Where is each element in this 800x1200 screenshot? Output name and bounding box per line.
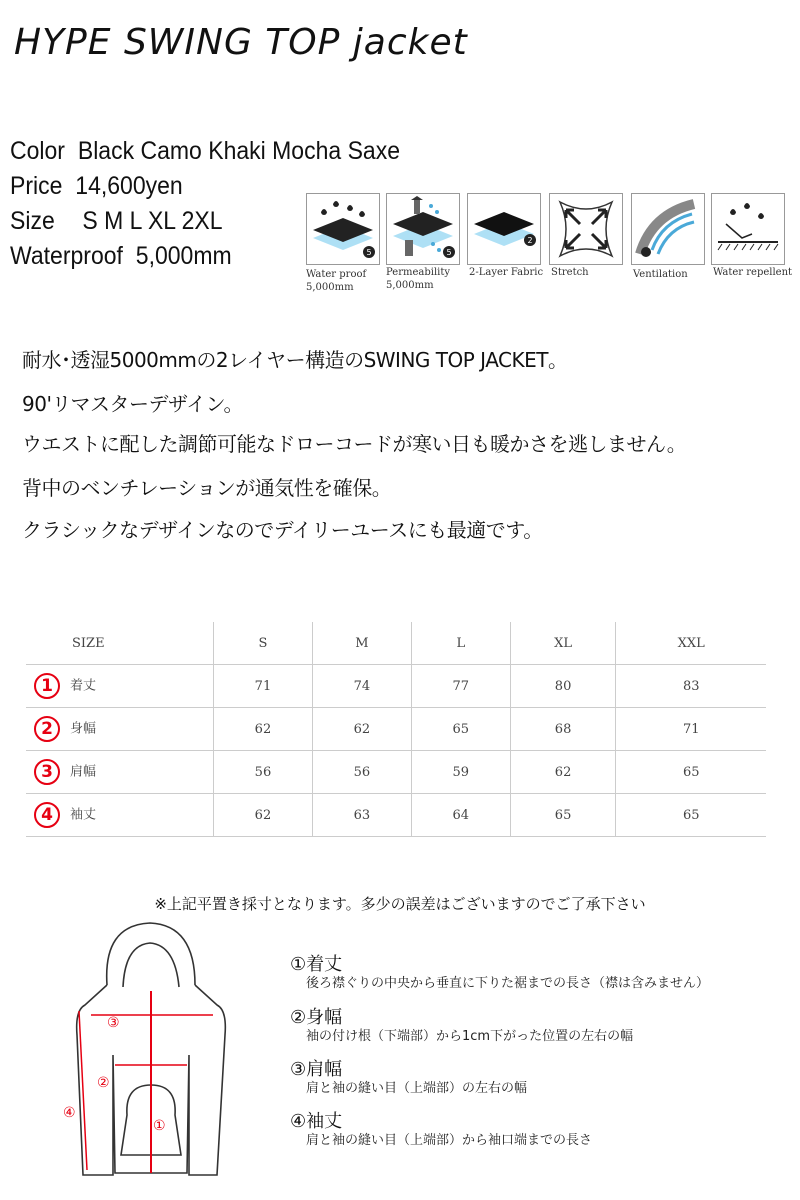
row-number: 4	[34, 802, 60, 828]
table-cell: 65	[510, 794, 616, 837]
permeability-icon	[386, 193, 460, 265]
measure-line-4	[79, 1011, 87, 1170]
measurement-note: ※上記平置き採寸となります。多少の誤差はございますのでご了承下さい	[154, 895, 646, 913]
water-repellent-label: Water repellent	[713, 267, 793, 278]
description-line: 背中のベンチレーションが通気性を確保。	[22, 476, 392, 500]
2-layer-fabric-label: 2-Layer Fabric	[469, 267, 544, 278]
permeability-badge: 5	[446, 248, 452, 257]
diagram-label-2: ②	[97, 1075, 110, 1091]
stretch-label: Stretch	[551, 267, 589, 278]
table-cell: 62	[214, 708, 313, 751]
table-cell: 65	[616, 794, 766, 837]
description-line: クラシックなデザインなのでデイリーユースにも最適です。	[22, 518, 543, 542]
measure-desc-2: 袖の付け根（下端部）から1cm下がった位置の左右の幅	[306, 1029, 634, 1044]
ventilation-icon	[631, 193, 705, 265]
spec-price: Price 14,600yen	[10, 172, 183, 200]
table-row	[26, 665, 766, 708]
diagram-label-3: ③	[107, 1015, 120, 1031]
water-proof-label: Water proof 5,000mm	[306, 269, 367, 293]
row-label: 身幅	[70, 721, 97, 737]
row-label: 袖丈	[70, 807, 97, 823]
measure-desc-1: 後ろ襟ぐりの中央から垂直に下りた裾までの長さ（襟は含みません）	[306, 976, 710, 991]
hood-inner	[123, 943, 179, 987]
table-cell: 64	[411, 794, 510, 837]
table-cell: 56	[214, 751, 313, 794]
spec-color: Color Black Camo Khaki Mocha Saxe	[10, 137, 401, 165]
size-header: SIZE	[26, 622, 214, 665]
diagram-label-4: ④	[63, 1105, 76, 1121]
spec-size: Size S M L XL 2XL	[10, 207, 223, 235]
table-cell: 68	[510, 708, 616, 751]
table-cell: 62	[214, 794, 313, 837]
measure-head-4: ④袖丈	[290, 1111, 343, 1132]
diagram-label-1: ①	[153, 1118, 166, 1134]
table-cell: 74	[312, 665, 411, 708]
table-header-row	[26, 622, 766, 665]
size-header-xxl: XXL	[616, 622, 766, 665]
row-label: 肩幅	[70, 764, 97, 780]
size-header-xl: XL	[510, 622, 616, 665]
hood-outline	[107, 923, 195, 985]
row-label: 着丈	[70, 678, 97, 694]
table-cell: 71	[616, 708, 766, 751]
size-header-m: M	[312, 622, 411, 665]
stretch-icon	[549, 193, 623, 265]
measure-head-3: ③肩幅	[290, 1059, 343, 1080]
row-number: 2	[34, 716, 60, 742]
measure-desc-3: 肩と袖の縫い目（上端部）の左右の幅	[306, 1081, 528, 1096]
table-cell: 62	[312, 708, 411, 751]
water-proof-badge: 5	[366, 248, 372, 257]
table-cell: 63	[312, 794, 411, 837]
size-table	[26, 622, 766, 837]
table-cell: 65	[411, 708, 510, 751]
measure-head-1: ①着丈	[290, 954, 343, 975]
permeability-label: Permeability 5,000mm	[386, 267, 451, 291]
ventilation-label: Ventilation	[633, 269, 688, 280]
table-cell: 71	[214, 665, 313, 708]
description-line: ウエストに配した調節可能なドローコードが寒い日も暖かさを逃しません。	[22, 432, 687, 456]
table-cell: 65	[616, 751, 766, 794]
hoodie-diagram	[55, 915, 285, 1185]
size-header-l: L	[411, 622, 510, 665]
description-line: 耐水･透湿5000mmの2レイヤー構造のSWING TOP JACKET。	[22, 348, 568, 372]
size-header-s: S	[214, 622, 313, 665]
table-cell: 83	[616, 665, 766, 708]
table-cell: 62	[510, 751, 616, 794]
2-layer-fabric-icon	[467, 193, 541, 265]
row-number: 3	[34, 759, 60, 785]
water-proof-icon	[306, 193, 380, 265]
table-cell: 80	[510, 665, 616, 708]
measure-desc-4: 肩と袖の縫い目（上端部）から袖口端までの長さ	[306, 1133, 593, 1148]
description-line: 90'リマスターデザイン。	[22, 392, 244, 416]
spec-waterproof: Waterproof 5,000mm	[10, 242, 232, 270]
table-row	[26, 794, 766, 837]
2-layer-badge: 2	[527, 236, 533, 245]
row-number: 1	[34, 673, 60, 699]
table-cell: 59	[411, 751, 510, 794]
page-title: HYPE SWING TOP jacket	[14, 22, 468, 63]
table-row	[26, 708, 766, 751]
table-cell: 77	[411, 665, 510, 708]
table-row	[26, 751, 766, 794]
measure-head-2: ②身幅	[290, 1007, 343, 1028]
table-cell: 56	[312, 751, 411, 794]
water-repellent-icon	[711, 193, 785, 265]
